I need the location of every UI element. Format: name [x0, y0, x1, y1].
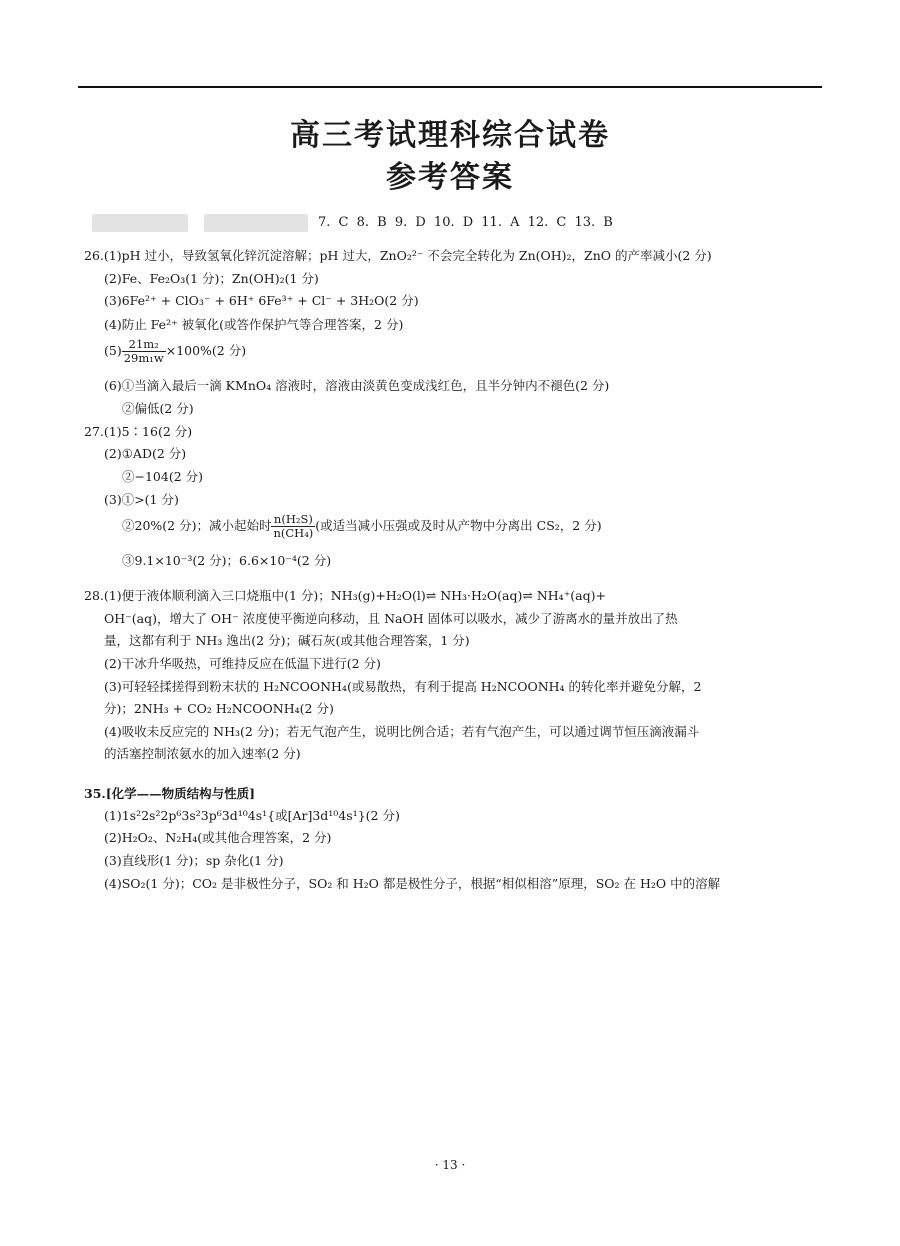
fraction-numerator: 21m₂ [122, 338, 166, 352]
q28-line-6: 分)；2NH₃ + CO₂ H₂NCOONH₄(2 分) [104, 701, 334, 716]
q35-line-2: (2)H₂O₂、N₂H₄(或其他合理答案，2 分) [104, 830, 332, 845]
q27-l5-prefix: ②20%(2 分)；减小起始时 [122, 518, 272, 533]
fraction-denominator: 29m₁w [123, 351, 164, 365]
q26-line-4: (4)防止 Fe²⁺ 被氧化(或答作保护气等合理答案，2 分) [104, 317, 404, 332]
q28-line-3: 量，这都有利于 NH₃ 逸出(2 分)；碱石灰(或其他合理答案，1 分) [104, 633, 470, 648]
redacted-block [204, 214, 308, 232]
q35-line-1: (1)1s²2s²2p⁶3s²3p⁶3d¹⁰4s¹{或[Ar]3d¹⁰4s¹}(2 分) [104, 808, 400, 823]
q28-line-1: 28.(1)便于液体顺利滴入三口烧瓶中(1 分)；NH₃(g)+H₂O(l)⇌ NH₃·H₂O(aq)⇌ NH₄⁺(aq)+ [84, 588, 606, 603]
q26-line-1: 26.(1)pH 过小，导致氢氧化锌沉淀溶解；pH 过大，ZnO₂²⁻ 不会完全转化为 Zn(OH)₂，ZnO 的产率减小(2 分) [84, 248, 712, 263]
mc-answers: 7. C 8. B 9. D 10. D 11. A 12. C 13. B [318, 215, 613, 230]
q28-line-4: (2)干冰升华吸热，可维持反应在低温下进行(2 分) [104, 656, 381, 671]
redacted-block [92, 214, 188, 232]
q26-line-2: (2)Fe、Fe₂O₃(1 分)；Zn(OH)₂(1 分) [104, 271, 319, 286]
q35-line-3: (3)直线形(1 分)；sp 杂化(1 分) [104, 853, 284, 868]
q28-line-5: (3)可轻轻揉搓得到粉末状的 H₂NCOONH₄(或易散热，有利于提高 H₂NCOONH₄ 的转化率并避免分解，2 [104, 679, 702, 694]
q27-line-1: 27.(1)5∶16(2 分) [84, 424, 193, 439]
header-rule [78, 86, 822, 88]
fraction-denominator: n(CH₄) [273, 526, 314, 540]
q35-line-4: (4)SO₂(1 分)；CO₂ 是非极性分子，SO₂ 和 H₂O 都是极性分子，根据“相似相溶”原理，SO₂ 在 H₂O 中的溶解 [104, 876, 721, 891]
q27-line-6: ③9.1×10⁻³(2 分)；6.6×10⁻⁴(2 分) [122, 553, 332, 568]
q26-l5-prefix: (5) [104, 343, 122, 358]
q27-line-4: (3)①>(1 分) [104, 492, 179, 507]
q35-heading: 35.[化学——物质结构与性质] [84, 786, 256, 801]
page-subtitle: 参考答案 [386, 160, 514, 195]
q27-line-5 [122, 513, 602, 540]
q28-line-2: OH⁻(aq)，增大了 OH⁻ 浓度使平衡逆向移动，且 NaOH 固体可以吸水，减少了游离水的量并放出了热 [104, 611, 678, 626]
page-number: · 13 · [434, 1158, 466, 1172]
q28-line-7: (4)吸收未反应完的 NH₃(2 分)；若无气泡产生，说明比例合适；若有气泡产生，可以通过调节恒压滴液漏斗 [104, 724, 700, 739]
q26-l5-suffix: ×100%(2 分) [165, 343, 247, 358]
fraction-numerator: n(H₂S) [271, 513, 315, 527]
q27-fraction [271, 513, 315, 540]
q27-line-2: (2)①AD(2 分) [104, 446, 187, 461]
q26-line-5 [104, 338, 246, 365]
q27-l5-suffix: (或适当减小压强或及时从产物中分离出 CS₂，2 分) [315, 518, 602, 533]
q27-line-3: ②−104(2 分) [122, 469, 204, 484]
q28-line-8: 的活塞控制浓氨水的加入速率(2 分) [104, 746, 301, 761]
q26-line-7: ②偏低(2 分) [122, 401, 194, 416]
q26-line-3: (3)6Fe²⁺ + ClO₃⁻ + 6H⁺ 6Fe³⁺ + Cl⁻ + 3H₂O(2 分) [104, 293, 419, 308]
q26-line-6: (6)①当滴入最后一滴 KMnO₄ 溶液时，溶液由淡黄色变成浅红色，且半分钟内不褪色(2 分) [104, 378, 610, 393]
q26-fraction [122, 338, 166, 365]
page-title: 高三考试理科综合试卷 [290, 118, 610, 153]
